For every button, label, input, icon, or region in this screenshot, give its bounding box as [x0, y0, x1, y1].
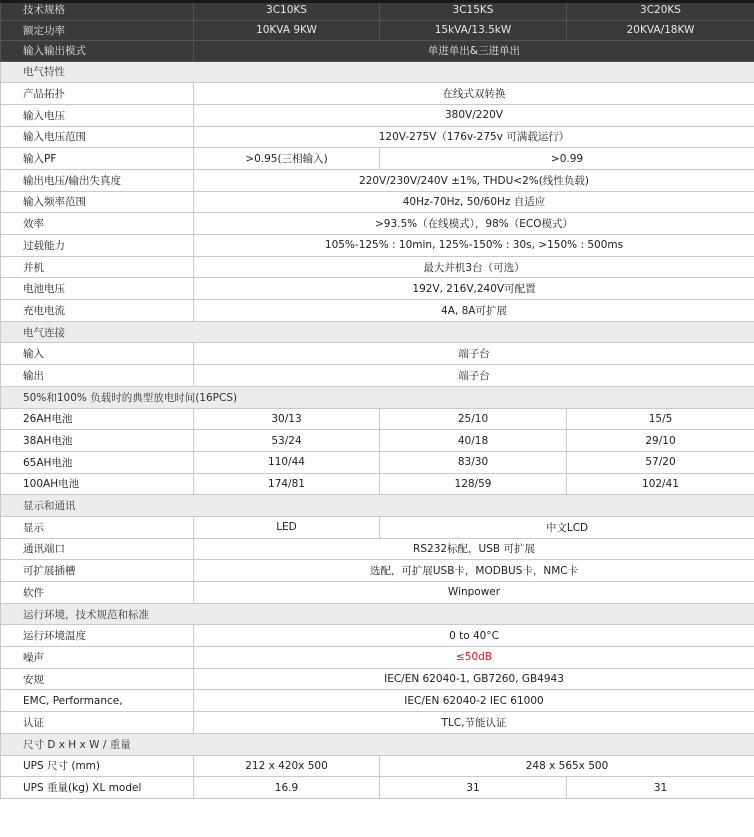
row-label: 显示	[1, 516, 194, 538]
row-label: 65AH电池	[1, 451, 194, 473]
row-value-3: 102/41	[567, 473, 754, 495]
row-label: 充电电流	[1, 300, 194, 322]
row-label: 安规	[1, 668, 194, 690]
row-label: 100AH电池	[1, 473, 194, 495]
table-row	[1, 516, 754, 538]
row-value: Winpower	[194, 582, 754, 604]
row-value-a: LED	[194, 516, 380, 538]
row-value-3: 29/10	[567, 430, 754, 452]
header-power-2: 15kVA/13.5kW	[380, 20, 567, 41]
row-value: 0 to 40°C	[194, 625, 754, 647]
row-value-3: 57/20	[567, 451, 754, 473]
table-row	[1, 777, 754, 799]
header-model-1: 3C10KS	[194, 0, 380, 20]
top-strip	[0, 0, 754, 3]
row-value: 在线式双转换	[194, 83, 754, 105]
section-size	[1, 733, 754, 755]
header-row-io-mode	[1, 41, 754, 62]
row-value: 端子台	[194, 365, 754, 387]
row-value-a: >0.95(三相输入)	[194, 148, 380, 170]
row-label: 输入PF	[1, 148, 194, 170]
row-value: 最大并机3台（可选）	[194, 256, 754, 278]
row-label: 输出	[1, 365, 194, 387]
row-value-1: 30/13	[194, 408, 380, 430]
row-value-2: 25/10	[380, 408, 567, 430]
table-row	[1, 690, 754, 712]
row-value-2: 40/18	[380, 430, 567, 452]
table-row	[1, 430, 754, 452]
row-value: 选配，可扩展USB卡，MODBUS卡，NMC卡	[194, 560, 754, 582]
row-label: 认证	[1, 712, 194, 734]
section-display	[1, 495, 754, 517]
table-row	[1, 668, 754, 690]
section-electrical	[1, 61, 754, 83]
row-value: 40Hz-70Hz, 50/60Hz 自适应	[194, 191, 754, 213]
row-label: 通讯端口	[1, 538, 194, 560]
row-label: 输出电压/输出失真度	[1, 169, 194, 191]
section-title: 50%和100% 负载时的典型放电时间(16PCS)	[1, 386, 754, 408]
header-label: 技术规格	[1, 0, 194, 20]
row-value-a: 212 x 420x 500	[194, 755, 380, 777]
section-title: 运行环境，技术规范和标准	[1, 603, 754, 625]
row-value-2: 31	[380, 777, 567, 799]
section-backup-time	[1, 386, 754, 408]
row-value-b: 中文LCD	[380, 516, 754, 538]
row-value: IEC/EN 62040-2 IEC 61000	[194, 690, 754, 712]
table-row	[1, 582, 754, 604]
table-row	[1, 625, 754, 647]
table-row	[1, 755, 754, 777]
row-value-3: 15/5	[567, 408, 754, 430]
row-label: 输入频率范围	[1, 191, 194, 213]
table-row	[1, 104, 754, 126]
row-label: 可扩展插槽	[1, 560, 194, 582]
section-environment	[1, 603, 754, 625]
header-io-mode-value: 单进单出&三进单出	[194, 41, 754, 62]
row-label: 噪声	[1, 647, 194, 669]
table-row	[1, 169, 754, 191]
row-value-1: 174/81	[194, 473, 380, 495]
row-label: 软件	[1, 582, 194, 604]
row-value-b: 248 x 565x 500	[380, 755, 754, 777]
row-label: 电池电压	[1, 278, 194, 300]
table-row	[1, 408, 754, 430]
table-row	[1, 300, 754, 322]
row-value: 端子台	[194, 343, 754, 365]
row-label: UPS 重量(kg) XL model	[1, 777, 194, 799]
table-row	[1, 365, 754, 387]
header-label: 输入输出模式	[1, 41, 194, 62]
section-title: 尺寸 D x H x W / 重量	[1, 733, 754, 755]
row-value-2: 128/59	[380, 473, 567, 495]
row-value: 4A, 8A可扩展	[194, 300, 754, 322]
header-label: 额定功率	[1, 20, 194, 41]
table-row	[1, 235, 754, 257]
row-label: 输入	[1, 343, 194, 365]
header-power-1: 10KVA 9KW	[194, 20, 380, 41]
row-value-2: 83/30	[380, 451, 567, 473]
header-model-3: 3C20KS	[567, 0, 754, 20]
row-value: IEC/EN 62040-1, GB7260, GB4943	[194, 668, 754, 690]
table-row	[1, 213, 754, 235]
table-row	[1, 126, 754, 148]
table-row	[1, 560, 754, 582]
table-row	[1, 451, 754, 473]
section-title: 电气连接	[1, 321, 754, 343]
row-label: EMC, Performance,	[1, 690, 194, 712]
row-value-1: 16.9	[194, 777, 380, 799]
header-model-2: 3C15KS	[380, 0, 567, 20]
row-label: 过载能力	[1, 235, 194, 257]
row-value: RS232标配，USB 可扩展	[194, 538, 754, 560]
table-row	[1, 343, 754, 365]
row-value-b: >0.99	[380, 148, 754, 170]
row-value: 105%-125% : 10min, 125%-150% : 30s, >150% : 500ms	[194, 235, 754, 257]
row-label: UPS 尺寸 (mm)	[1, 755, 194, 777]
row-label: 输入电压	[1, 104, 194, 126]
table-row	[1, 473, 754, 495]
table-row	[1, 278, 754, 300]
header-power-3: 20KVA/18KW	[567, 20, 754, 41]
table-row	[1, 647, 754, 669]
table-row	[1, 191, 754, 213]
row-value-1: 53/24	[194, 430, 380, 452]
row-value: TLC,节能认证	[194, 712, 754, 734]
section-connection	[1, 321, 754, 343]
row-label: 产品拓扑	[1, 83, 194, 105]
row-value-3: 31	[567, 777, 754, 799]
noise-value: ≤50dB	[194, 647, 754, 669]
row-value: >93.5%（在线模式），98%（ECO模式）	[194, 213, 754, 235]
row-label: 运行环境温度	[1, 625, 194, 647]
row-value: 192V, 216V,240V可配置	[194, 278, 754, 300]
row-value: 220V/230V/240V ±1%, THDU<2%(线性负载)	[194, 169, 754, 191]
row-label: 38AH电池	[1, 430, 194, 452]
header-row-model	[1, 0, 754, 20]
header-row-power	[1, 20, 754, 41]
section-title: 显示和通讯	[1, 495, 754, 517]
table-row	[1, 538, 754, 560]
row-label: 26AH电池	[1, 408, 194, 430]
row-value: 380V/220V	[194, 104, 754, 126]
row-label: 并机	[1, 256, 194, 278]
section-title: 电气特性	[1, 61, 754, 83]
row-label: 效率	[1, 213, 194, 235]
table-row	[1, 712, 754, 734]
row-label: 输入电压范围	[1, 126, 194, 148]
row-value: 120V-275V（176v-275v 可满载运行）	[194, 126, 754, 148]
table-row	[1, 83, 754, 105]
row-value-1: 110/44	[194, 451, 380, 473]
table-row	[1, 256, 754, 278]
table-row	[1, 148, 754, 170]
